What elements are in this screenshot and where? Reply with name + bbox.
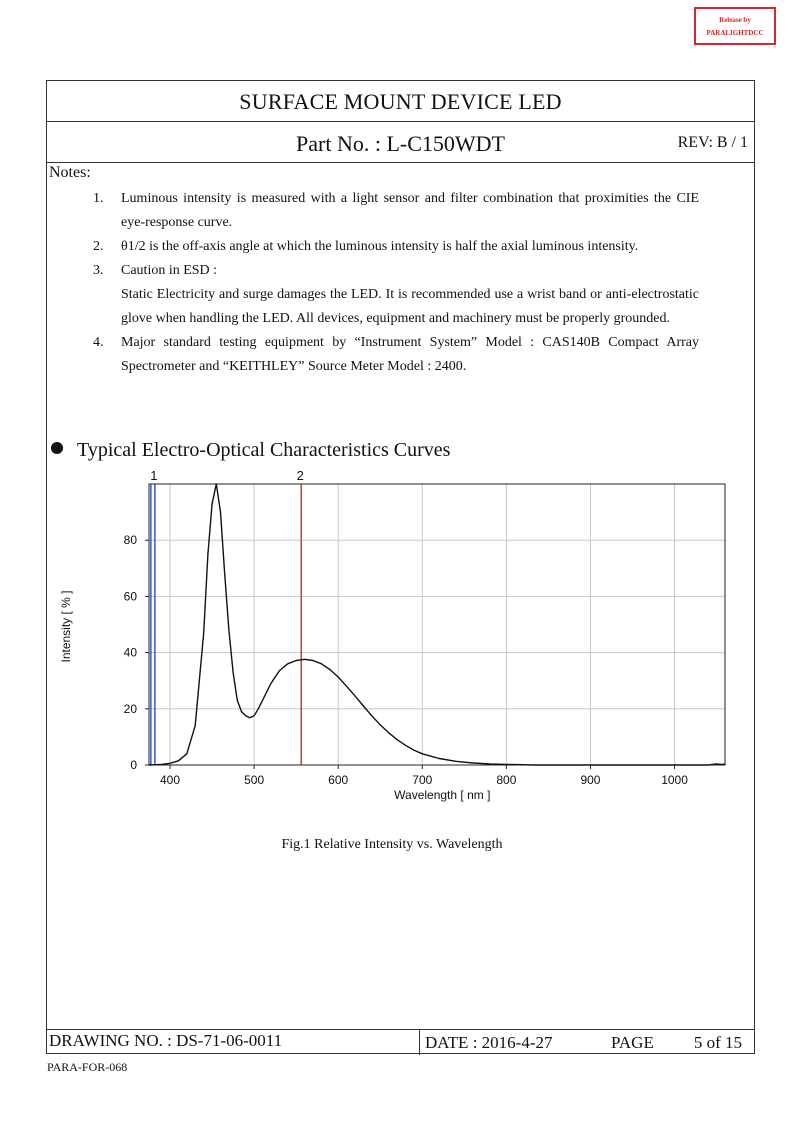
revision: REV: B / 1 xyxy=(677,134,748,151)
note-item xyxy=(93,235,699,259)
figure-caption: Fig.1 Relative Intensity vs. Wavelength xyxy=(281,837,503,852)
note-text: θ1/2 is the off-axis angle at which the luminous intensity is half the axial luminous intensity. xyxy=(121,239,639,254)
x-axis-label: Wavelength [ nm ] xyxy=(394,788,491,802)
x-tick-label: 1000 xyxy=(661,773,688,787)
notes-list xyxy=(93,187,699,379)
note-heading: Caution in ESD : xyxy=(121,263,218,278)
x-tick-label: 700 xyxy=(412,773,433,787)
marker-label: 2 xyxy=(296,468,304,483)
release-stamp xyxy=(694,7,776,45)
footer-separator xyxy=(419,1029,420,1055)
notes-label: Notes: xyxy=(49,164,91,181)
stamp-line-1: Release by xyxy=(719,16,751,24)
plot-border xyxy=(149,484,725,765)
header-divider xyxy=(47,121,754,122)
note-item xyxy=(93,259,699,331)
page-label: PAGE xyxy=(611,1033,654,1052)
note-number: 3. xyxy=(93,263,104,278)
x-tick-label: 600 xyxy=(328,773,349,787)
header-divider-2 xyxy=(47,162,754,163)
x-tick-label: 500 xyxy=(244,773,265,787)
note-number: 1. xyxy=(93,191,104,206)
section-title: Typical Electro-Optical Characteristics Curves xyxy=(77,439,451,461)
document-date: DATE : 2016-4-27 xyxy=(425,1033,553,1052)
bullet-icon xyxy=(51,442,63,454)
spectrum-series-line xyxy=(149,484,725,765)
spectrum-chart xyxy=(57,468,737,831)
page-number: 5 of 15 xyxy=(693,1033,742,1052)
footer-divider xyxy=(47,1029,754,1030)
y-tick-label: 40 xyxy=(123,645,137,660)
x-tick-label: 400 xyxy=(160,773,181,787)
y-tick-label: 60 xyxy=(123,589,137,604)
note-text: Luminous intensity is measured with a light sensor and filter combination that proximities the CIE eye-response curve. xyxy=(121,191,699,230)
x-tick-label: 800 xyxy=(496,773,517,787)
footer xyxy=(47,1029,754,1055)
x-tick-label: 900 xyxy=(580,773,601,787)
y-tick-label: 80 xyxy=(123,533,137,548)
document-frame xyxy=(46,80,755,1054)
note-text: Static Electricity and surge damages the LED. It is recommended use a wrist band or anti-electrostatic glove when handling the LED. All devices, equipment and machinery must be properly grounded. xyxy=(121,287,699,326)
stamp-line-2: PARALIGHTDCC xyxy=(706,29,764,37)
note-item xyxy=(93,331,699,379)
drawing-number: DRAWING NO. : DS-71-06-0011 xyxy=(49,1031,283,1050)
y-tick-label: 20 xyxy=(123,701,137,716)
note-text: Major standard testing equipment by “Instrument System” Model : CAS140B Compact Array Spectrometer and “KEITHLEY” Source Meter Model : 2400. xyxy=(121,335,699,374)
section-heading xyxy=(51,439,450,462)
form-code: PARA-FOR-068 xyxy=(47,1060,128,1074)
y-tick-label: 0 xyxy=(130,758,137,772)
document-title: SURFACE MOUNT DEVICE LED xyxy=(239,89,562,114)
y-axis-label: Intensity [ % ] xyxy=(59,590,73,663)
note-item xyxy=(93,187,699,235)
marker-label: 1 xyxy=(150,468,158,483)
part-number: Part No. : L-C150WDT xyxy=(296,131,505,156)
note-number: 4. xyxy=(93,335,104,350)
note-number: 2. xyxy=(93,239,104,254)
